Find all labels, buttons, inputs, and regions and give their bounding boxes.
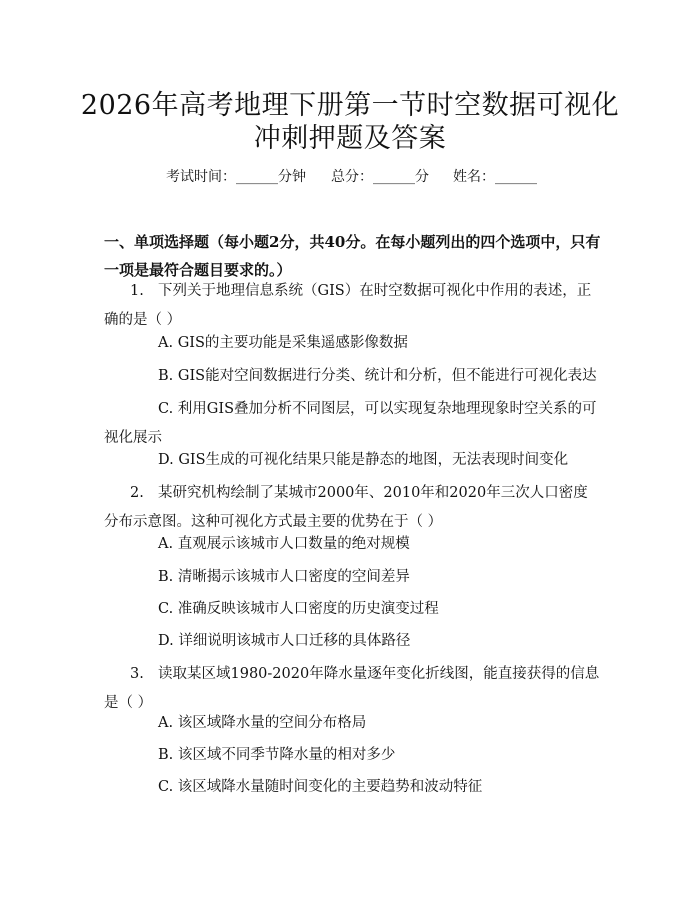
option-a: A. 该区域降水量的空间分布格局 [158, 715, 367, 731]
student-name-field: 姓名：______ [453, 169, 537, 185]
question-stem: 下列关于地理信息系统（GIS）在时空数据可视化中作用的表述，正确的是（ ） [104, 283, 592, 328]
question-stem: 某研究机构绘制了某城市2000年、2010年和2020年三次人口密度分布示意图。这种可视化方式最主要的优势在于（ ） [104, 485, 588, 530]
section-heading: 一、单项选择题（每小题2分，共40分。在每小题列出的四个选项中，只有一项是最符合题目要求的。） [104, 233, 601, 279]
question-number: 1. [130, 283, 144, 299]
option-d: D. 详细说明该城市人口迁移的具体路径 [158, 633, 411, 649]
option-b: B. GIS能对空间数据进行分类、统计和分析，但不能进行可视化表达 [158, 368, 597, 384]
option-d: D. GIS生成的可视化结果只能是静态的地图，无法表现时间变化 [158, 452, 569, 468]
question-number: 3. [130, 666, 144, 682]
question-2 [104, 479, 600, 537]
page-title: 2026年高考地理下册第一节时空数据可视化 [80, 90, 620, 121]
question-1 [104, 277, 600, 335]
option-a: A. GIS的主要功能是采集遥感影像数据 [158, 335, 408, 351]
option-c: C. 准确反映该城市人口密度的历史演变过程 [158, 601, 439, 617]
option-b: B. 清晰揭示该城市人口密度的空间差异 [158, 569, 410, 585]
option-b: B. 该区域不同季节降水量的相对多少 [158, 747, 396, 763]
question-number: 2. [130, 485, 144, 501]
exam-time-field: 考试时间：______分钟 [166, 169, 306, 185]
question-stem: 读取某区域1980-2020年降水量逐年变化折线图，能直接获得的信息是（ ） [104, 666, 600, 711]
page-subtitle: 冲刺押题及答案 [253, 123, 447, 154]
option-c: C. 该区域降水量随时间变化的主要趋势和波动特征 [158, 779, 483, 795]
total-score-field: 总分：______分 [331, 169, 429, 185]
option-c: C. 利用GIS叠加分析不同图层，可以实现复杂地理现象时空关系的可视化展示 [104, 401, 597, 446]
option-a: A. 直观展示该城市人口数量的绝对规模 [158, 536, 410, 552]
